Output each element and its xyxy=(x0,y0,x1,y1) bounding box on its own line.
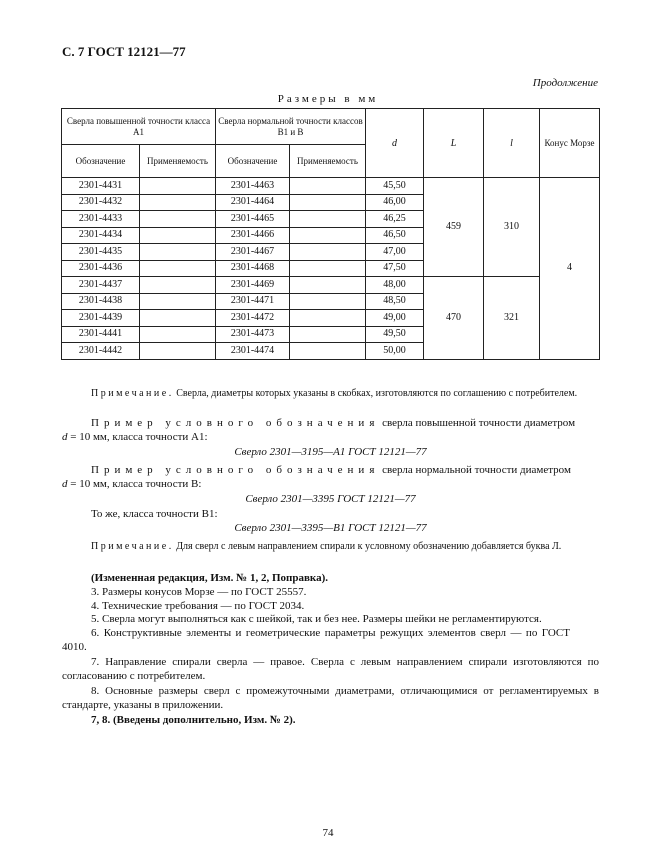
designation-b: Сверло 2301—3395 ГОСТ 12121—77 xyxy=(245,493,416,505)
item-8-text: 8. Основные размеры сверл с промежуточными диаметрами, отличающимися от регламентируемых в стандарте, указаны в приложении. xyxy=(62,685,599,711)
item-3: 3. Размеры конусов Морзе — по ГОСТ 25557. xyxy=(91,586,307,598)
item-6 xyxy=(62,626,570,654)
cell-L-group1: 459 xyxy=(424,178,484,277)
cell-b: 2301-4465 xyxy=(216,211,290,228)
item-4: 4. Технические требования — по ГОСТ 2034. xyxy=(91,600,305,612)
cell-morse: 4 xyxy=(540,178,600,360)
cell-app1 xyxy=(140,178,216,195)
example-a1 xyxy=(91,416,599,430)
header-group-b: Сверла нормальной точности классов В1 и В xyxy=(216,109,366,145)
example-text-cont: = 10 мм, класса точности В: xyxy=(67,478,202,490)
cell-b: 2301-4466 xyxy=(216,227,290,244)
cell-d: 48,00 xyxy=(366,277,424,294)
cell-app2 xyxy=(290,244,366,261)
cell-app2 xyxy=(290,277,366,294)
cell-b: 2301-4474 xyxy=(216,343,290,360)
same-b1: То же, класса точности В1: xyxy=(91,508,218,520)
cell-b: 2301-4463 xyxy=(216,178,290,195)
header-designation-b: Обозначение xyxy=(216,145,290,178)
cell-L-group2: 470 xyxy=(424,277,484,360)
note-brackets xyxy=(62,387,599,401)
cell-app2 xyxy=(290,343,366,360)
cell-app1 xyxy=(140,293,216,310)
cell-d: 48,50 xyxy=(366,293,424,310)
cell-b: 2301-4464 xyxy=(216,194,290,211)
cell-a1: 2301-4435 xyxy=(62,244,140,261)
cell-app2 xyxy=(290,194,366,211)
header-designation-a1: Обозначение xyxy=(62,145,140,178)
note-text: Сверла, диаметры которых указаны в скобках, изготовляются по соглашению с потребителем. xyxy=(173,388,578,399)
cell-app1 xyxy=(140,310,216,327)
cell-app2 xyxy=(290,310,366,327)
cell-b: 2301-4467 xyxy=(216,244,290,261)
header-l: l xyxy=(484,109,540,178)
cell-a1: 2301-4441 xyxy=(62,326,140,343)
cell-app2 xyxy=(290,260,366,277)
cell-b: 2301-4473 xyxy=(216,326,290,343)
cell-d: 47,00 xyxy=(366,244,424,261)
table-row xyxy=(62,178,600,195)
cell-b: 2301-4468 xyxy=(216,260,290,277)
header-group-a1: Сверла повышенной точности класса А1 xyxy=(62,109,216,145)
cell-d: 49,00 xyxy=(366,310,424,327)
cell-app1 xyxy=(140,326,216,343)
cell-a1: 2301-4434 xyxy=(62,227,140,244)
cell-a1: 2301-4439 xyxy=(62,310,140,327)
example-b xyxy=(91,463,599,477)
header-applicability-b: Применяемость xyxy=(290,145,366,178)
cell-a1: 2301-4442 xyxy=(62,343,140,360)
header-d: d xyxy=(366,109,424,178)
header-applicability-a1: Применяемость xyxy=(140,145,216,178)
header-morse: Конус Морзе xyxy=(540,109,600,178)
d-symbol: d xyxy=(62,478,68,490)
cell-a1: 2301-4433 xyxy=(62,211,140,228)
example-text: сверла нормальной точности диаметром xyxy=(379,464,571,476)
cell-b: 2301-4469 xyxy=(216,277,290,294)
cell-a1: 2301-4431 xyxy=(62,178,140,195)
cell-d: 46,25 xyxy=(366,211,424,228)
item-8 xyxy=(62,684,599,712)
cell-app1 xyxy=(140,227,216,244)
item-6-text: 6. Конструктивные элементы и геометрические параметры режущих элементов сверл — по ГОСТ 4010. xyxy=(62,627,570,653)
cell-d: 49,50 xyxy=(366,326,424,343)
cell-d: 46,00 xyxy=(366,194,424,211)
cell-d: 46,50 xyxy=(366,227,424,244)
cell-app1 xyxy=(140,277,216,294)
item-7-text: 7. Направление спирали сверла — правое. Сверла с левым направлением спирали изготовляются по согласованию с потребителем. xyxy=(62,656,599,682)
cell-app1 xyxy=(140,244,216,261)
cell-app2 xyxy=(290,227,366,244)
cell-app2 xyxy=(290,211,366,228)
cell-b: 2301-4471 xyxy=(216,293,290,310)
introduced-note: 7, 8. (Введены дополнительно, Изм. № 2). xyxy=(91,714,296,726)
cell-l-group1: 310 xyxy=(484,178,540,277)
item-7 xyxy=(62,655,599,683)
cell-app2 xyxy=(290,326,366,343)
example-label: Пример условного обозначения xyxy=(91,464,380,476)
example-text-cont: = 10 мм, класса точности А1: xyxy=(67,431,208,443)
designation-a1: Сверло 2301—3195—А1 ГОСТ 12121—77 xyxy=(234,446,427,458)
example-b-cont xyxy=(62,477,599,491)
note-label: Примечание. xyxy=(91,541,174,552)
item-5: 5. Сверла могут выполняться как с шейкой, так и без нее. Размеры шейки не регламентируются. xyxy=(91,613,542,625)
page-header: С. 7 ГОСТ 12121—77 xyxy=(62,44,186,59)
cell-l-group2: 321 xyxy=(484,277,540,360)
amended-note: (Измененная редакция, Изм. № 1, 2, Поправка). xyxy=(91,572,328,584)
cell-app2 xyxy=(290,293,366,310)
cell-app2 xyxy=(290,178,366,195)
cell-b: 2301-4472 xyxy=(216,310,290,327)
example-text: сверла повышенной точности диаметром xyxy=(379,417,576,429)
d-symbol: d xyxy=(62,431,68,443)
note-text: Для сверл с левым направлением спирали к условному обозначению добавляется буква Л. xyxy=(173,541,562,552)
cell-a1: 2301-4432 xyxy=(62,194,140,211)
cell-app1 xyxy=(140,343,216,360)
note-label: Примечание. xyxy=(91,388,174,399)
dimensions-caption: Размеры в мм xyxy=(277,93,379,105)
cell-d: 50,00 xyxy=(366,343,424,360)
cell-app1 xyxy=(140,194,216,211)
example-label: Пример условного обозначения xyxy=(91,417,380,429)
cell-d: 45,50 xyxy=(366,178,424,195)
continuation-label: Продолжение xyxy=(532,77,598,89)
page-number: 74 xyxy=(322,827,334,839)
cell-app1 xyxy=(140,211,216,228)
cell-a1: 2301-4437 xyxy=(62,277,140,294)
drill-table xyxy=(61,108,600,360)
cell-a1: 2301-4436 xyxy=(62,260,140,277)
cell-a1: 2301-4438 xyxy=(62,293,140,310)
table-row xyxy=(62,277,600,294)
header-L: L xyxy=(424,109,484,178)
example-a1-cont xyxy=(62,430,599,444)
note-left-spiral xyxy=(62,540,599,554)
cell-d: 47,50 xyxy=(366,260,424,277)
cell-app1 xyxy=(140,260,216,277)
designation-b1: Сверло 2301—3395—В1 ГОСТ 12121—77 xyxy=(234,522,427,534)
